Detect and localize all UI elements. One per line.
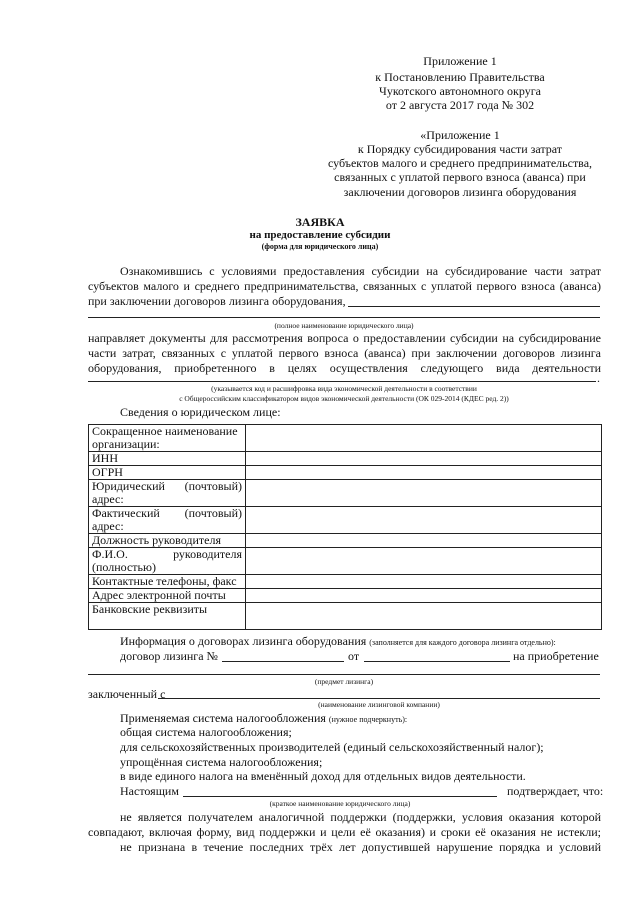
okrug-name: Чукотского автономного округа — [379, 84, 541, 98]
appendix-quote: «Приложение 1 — [420, 128, 500, 142]
value-short-name[interactable] — [246, 425, 602, 452]
contract-no-label: договор лизинга № — [120, 649, 219, 663]
caption-activity: с Общероссийским классификатором видов экономической деятельности (ОК 029-2014 (КДЕС ред. 2)) — [179, 394, 509, 403]
value-legal-address[interactable] — [246, 480, 602, 507]
decree-reference: к Постановлению Правительства — [375, 70, 545, 84]
value-inn[interactable] — [246, 452, 602, 466]
table-row — [89, 466, 602, 480]
label-phones: Контактные телефоны, факс — [89, 575, 246, 589]
table-row — [89, 575, 602, 589]
table-row — [89, 452, 602, 466]
doc-subtitle: на предоставление субсидии — [249, 229, 391, 241]
order-line: к Порядку субсидирования части затрат — [357, 142, 563, 156]
tax-option[interactable]: общая система налогообложения; — [120, 725, 292, 739]
intro-line: направляет документы для рассмотрения вопроса о предоставлении субсидии на субсидирование — [88, 331, 601, 345]
value-bank[interactable] — [246, 603, 602, 630]
leasing-heading: Информация о договорах лизинга оборудования (заполняется для каждого договора лизинга отдельно): — [120, 634, 556, 648]
tax-option[interactable]: в виде единого налога на вменённый доход для отдельных видов деятельности. — [120, 769, 526, 783]
activity-field[interactable] — [88, 381, 596, 382]
table-row — [89, 507, 602, 534]
value-phones[interactable] — [246, 575, 602, 589]
form-type: (форма для юридического лица) — [261, 242, 379, 251]
intro-line: субъектов малого и среднего предпринимательства, связанных с уплатой первого взноса (аванса) — [88, 279, 601, 293]
label-head-name: Ф.И.О. руководителя (полностью) — [89, 548, 246, 575]
org-info-table — [88, 424, 602, 630]
condition-line: совпадают, включая форму, вид поддержки и цели её оказания) и сроки её оказания не истекли; — [88, 825, 601, 839]
period: . — [597, 371, 600, 385]
intro-line: при заключении договоров лизинга оборудования, — [88, 294, 346, 308]
table-row — [89, 589, 602, 603]
concluded-with-label: заключенный с — [88, 687, 166, 701]
label-short-name: Сокращенное наименование организации: — [89, 425, 246, 452]
label-actual-address: Фактический (почтовый) адрес: — [89, 507, 246, 534]
order-line: субъектов малого и среднего предпринимательства, — [327, 156, 593, 170]
caption-company: (наименование лизинговой компании) — [318, 700, 440, 709]
caption-activity: (указывается код и расшифровка вида экономической деятельности в соответствии — [211, 384, 477, 393]
order-line: связанных с уплатой первого взноса (аванса) при — [334, 170, 586, 184]
caption-short-name: (краткое наименование юридического лица) — [269, 799, 411, 808]
label-email: Адрес электронной почты — [89, 589, 246, 603]
leasing-company-field[interactable] — [158, 698, 600, 699]
table-row — [89, 603, 602, 630]
decree-date: от 2 августа 2017 года № 302 — [385, 98, 535, 112]
value-head-position[interactable] — [246, 534, 602, 548]
label-legal-address: Юридический (почтовый) адрес: — [89, 480, 246, 507]
label-inn: ИНН — [89, 452, 246, 466]
legal-name-field[interactable] — [348, 306, 600, 307]
contract-from-label: от — [348, 649, 360, 663]
condition-line: не является получателем аналогичной поддержки (поддержки, условия оказания которой — [120, 810, 601, 824]
info-heading: Сведения о юридическом лице: — [120, 405, 281, 419]
order-line: заключении договоров лизинга оборудования — [343, 185, 577, 199]
condition-line: не признана в течение последних трёх лет допустившей нарушение порядка и условий — [120, 840, 601, 854]
contract-date-field[interactable] — [364, 661, 510, 662]
value-ogrn[interactable] — [246, 466, 602, 480]
tax-option[interactable]: для сельскохозяйственных производителей (единый сельскохозяйственный налог); — [120, 740, 544, 754]
label-head-position: Должность руководителя — [89, 534, 246, 548]
caption-subject: (предмет лизинга) — [314, 677, 374, 686]
value-email[interactable] — [246, 589, 602, 603]
confirms-label: подтверждает, что: — [507, 784, 604, 798]
tax-option[interactable]: упрощённая система налогообложения; — [120, 755, 323, 769]
short-name-field[interactable] — [183, 796, 497, 797]
appendix-label: Приложение 1 — [423, 54, 497, 68]
contract-no-field[interactable] — [222, 661, 344, 662]
label-ogrn: ОГРН — [89, 466, 246, 480]
table-row — [89, 425, 602, 452]
present-label: Настоящим — [120, 784, 179, 798]
value-actual-address[interactable] — [246, 507, 602, 534]
value-head-name[interactable] — [246, 548, 602, 575]
table-row — [89, 480, 602, 507]
intro-line: Ознакомившись с условиями предоставления субсидии на субсидирование части затрат — [120, 264, 601, 278]
legal-name-field-cont[interactable] — [88, 317, 600, 318]
label-bank: Банковские реквизиты — [89, 603, 246, 630]
caption-legal-name: (полное наименование юридического лица) — [274, 321, 414, 330]
intro-line: оборудования, приобретенного в целях осуществления следующего вида деятельности — [88, 361, 601, 375]
purchase-label: на приобретение — [513, 649, 599, 663]
table-row — [89, 548, 602, 575]
tax-heading: Применяемая система налогообложения (нужное подчеркнуть): — [120, 711, 408, 725]
intro-line: части затрат, связанных с уплатой первого взноса (аванса) при заключении договоров лизинга — [88, 346, 601, 360]
doc-title: ЗАЯВКА — [295, 215, 345, 229]
table-row — [89, 534, 602, 548]
leasing-subject-field[interactable] — [88, 674, 600, 675]
